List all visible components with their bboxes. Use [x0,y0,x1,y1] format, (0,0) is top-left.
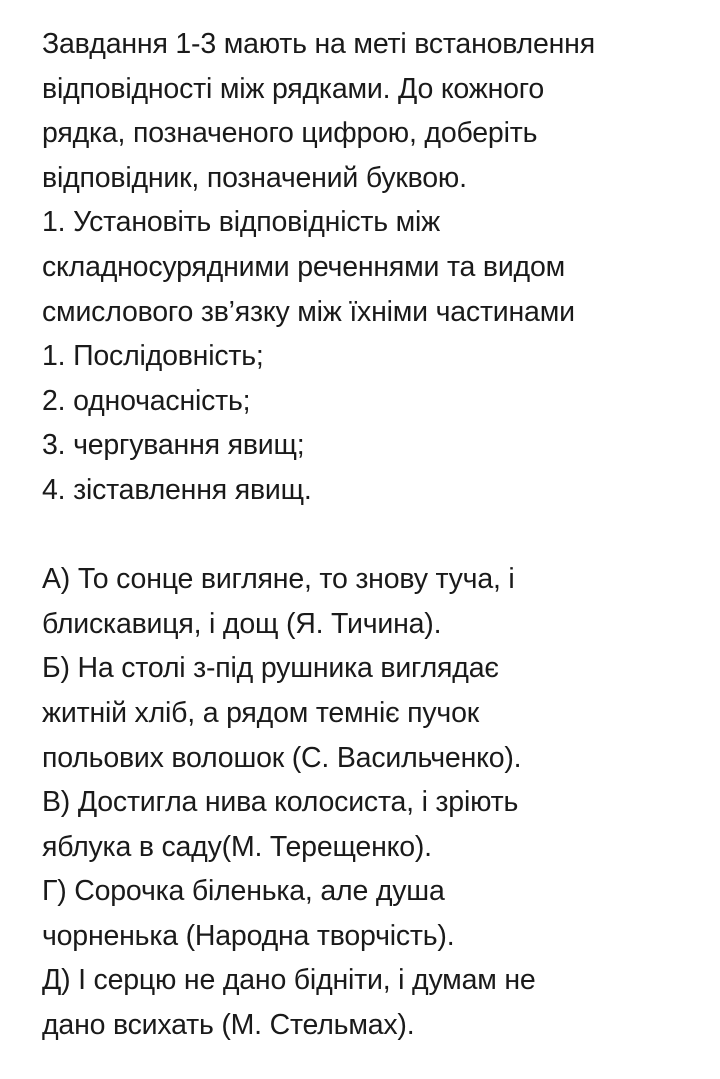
task-document [42,22,712,1048]
answer-line: В) Достигла нива колосиста, і зріють [42,786,519,819]
answer-line: дано всихать (М. Стельмах). [42,1009,415,1042]
question-text [42,200,712,334]
intro-line: рядка, позначеного цифрою, доберіть [42,117,538,150]
answer-line: польових волошок (С. Васильченко). [42,741,522,774]
task-intro [42,22,712,200]
option-item: 3. чергування явищ; [42,429,305,462]
answer-line: Г) Сорочка біленька, але душа [42,875,445,908]
answer-line: яблука в саду(М. Терещенко). [42,830,432,863]
answer-line: Д) І серцю не дано бідніти, і думам не [42,964,536,997]
answer-line: Б) На столі з-під рушника виглядає [42,652,499,685]
option-item: 2. одночасність; [42,384,251,417]
option-item: 1. Послідовність; [42,340,264,373]
options-list [42,334,712,512]
answer-line: А) То сонце вигляне, то знову туча, і [42,563,515,596]
intro-line: Завдання 1-3 мають на меті встановлення [42,28,595,60]
answer-line: чорненька (Народна творчість). [42,919,455,952]
question-line: смислового зв’язку між їхніми частинами [42,295,575,328]
intro-line: відповідник, позначений буквою. [42,161,467,194]
option-item: 4. зіставлення явищ. [42,473,312,506]
question-line: складносурядними реченнями та видом [42,250,566,283]
question-line: 1. Установіть відповідність між [42,206,441,239]
answer-line: житній хліб, а рядом темніє пучок [42,696,480,729]
answers-list [42,557,712,1048]
intro-line: відповідності між рядками. До кожного [42,72,545,105]
section-spacer [42,513,712,558]
answer-line: блискавиця, і дощ (Я. Тичина). [42,607,442,640]
